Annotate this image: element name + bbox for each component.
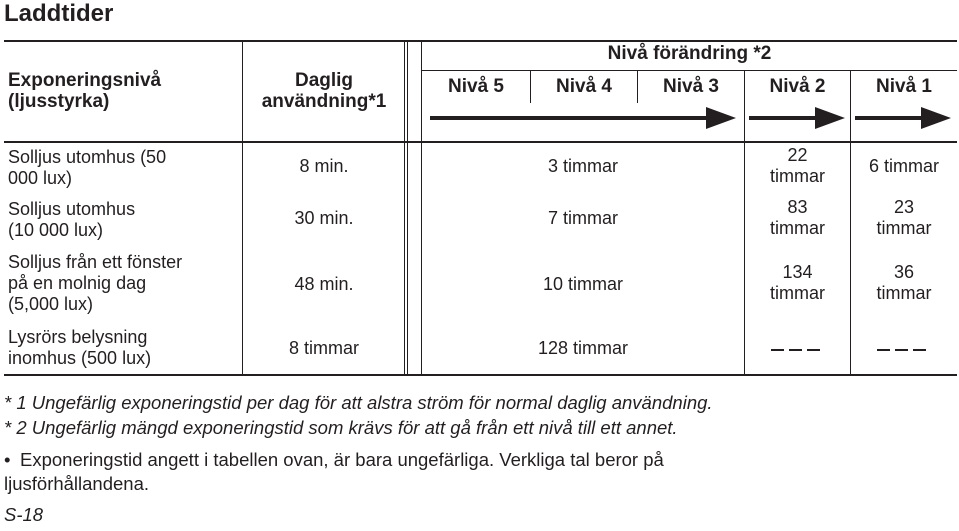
table-row-levels-5-3: 10 timmar [542,274,623,294]
table-row-level-1: 36 timmar [876,262,932,303]
not-applicable-dash [807,349,820,351]
table-row-level-2: 134 timmar [770,262,825,303]
arrow-right-icon [430,116,710,120]
table-header-rule [4,141,957,143]
header-level-5: Nivå 5 [448,76,504,97]
table-row-exposure: Solljus utomhus (50 000 lux) [8,147,167,188]
not-applicable-dash [895,349,908,351]
table-row-level-1: 6 timmar [868,156,939,176]
arrow-right-icon [855,116,925,120]
not-applicable-dash [771,349,784,351]
level-header-rule [422,70,957,71]
table-row-exposure: Solljus från ett fönster på en molnig dag (5,000 lux) [8,252,183,314]
header-daily-use: Daglig användning*1 [261,70,387,112]
table-row-levels-5-3: 128 timmar [537,338,629,358]
table-row-level-2: 83 timmar [770,197,825,238]
table-row-daily: 30 min. [294,208,354,228]
header-exposure-level: Exponeringsnivå (ljusstyrka) [8,70,162,112]
arrow-right-icon [815,107,845,129]
arrow-right-icon [749,116,819,120]
not-applicable-dash [789,349,802,351]
bullet-icon: • [4,449,11,470]
footnote-1: * 1 Ungefärlig exponeringstid per dag för att alstra ström för normal daglig användning. [4,392,713,413]
header-level-2: Nivå 2 [769,76,826,97]
column-divider [407,41,408,375]
header-level-4: Nivå 4 [556,76,612,97]
table-row-exposure: Lysrörs belysning inomhus (500 lux) [8,327,152,368]
bullet-note-line-2: ljusförhållandena. [4,473,150,494]
table-row-levels-5-3: 7 timmar [547,208,618,228]
table-row-daily: 8 timmar [288,338,359,358]
bullet-note-line-1: Exponeringstid angett i tabellen ovan, är bara ungefärliga. Verkliga tal beror på [20,449,664,470]
page-number: S-18 [4,504,44,525]
table-row-daily: 8 min. [299,156,349,176]
table-row-exposure: Solljus utomhus (10 000 lux) [8,199,136,240]
header-level-change: Nivå förändring *2 [607,43,772,64]
header-level-3: Nivå 3 [663,76,719,97]
table-row-level-1: 23 timmar [876,197,932,238]
not-applicable-dash [877,349,890,351]
footnote-2: * 2 Ungefärlig mängd exponeringstid som krävs för att gå från ett nivå till ett annet. [4,417,678,438]
table-top-rule [4,40,957,42]
arrow-right-icon [706,107,736,129]
table-row-daily: 48 min. [294,274,354,294]
table-bottom-rule [4,374,957,376]
table-row-level-2: 22 timmar [770,145,825,186]
not-applicable-dash [913,349,926,351]
column-divider [404,41,405,375]
header-level-1: Nivå 1 [876,76,932,97]
arrow-right-icon [921,107,951,129]
page-title: Laddtider [4,0,114,27]
column-divider [242,41,243,375]
table-row-levels-5-3: 3 timmar [547,156,618,176]
